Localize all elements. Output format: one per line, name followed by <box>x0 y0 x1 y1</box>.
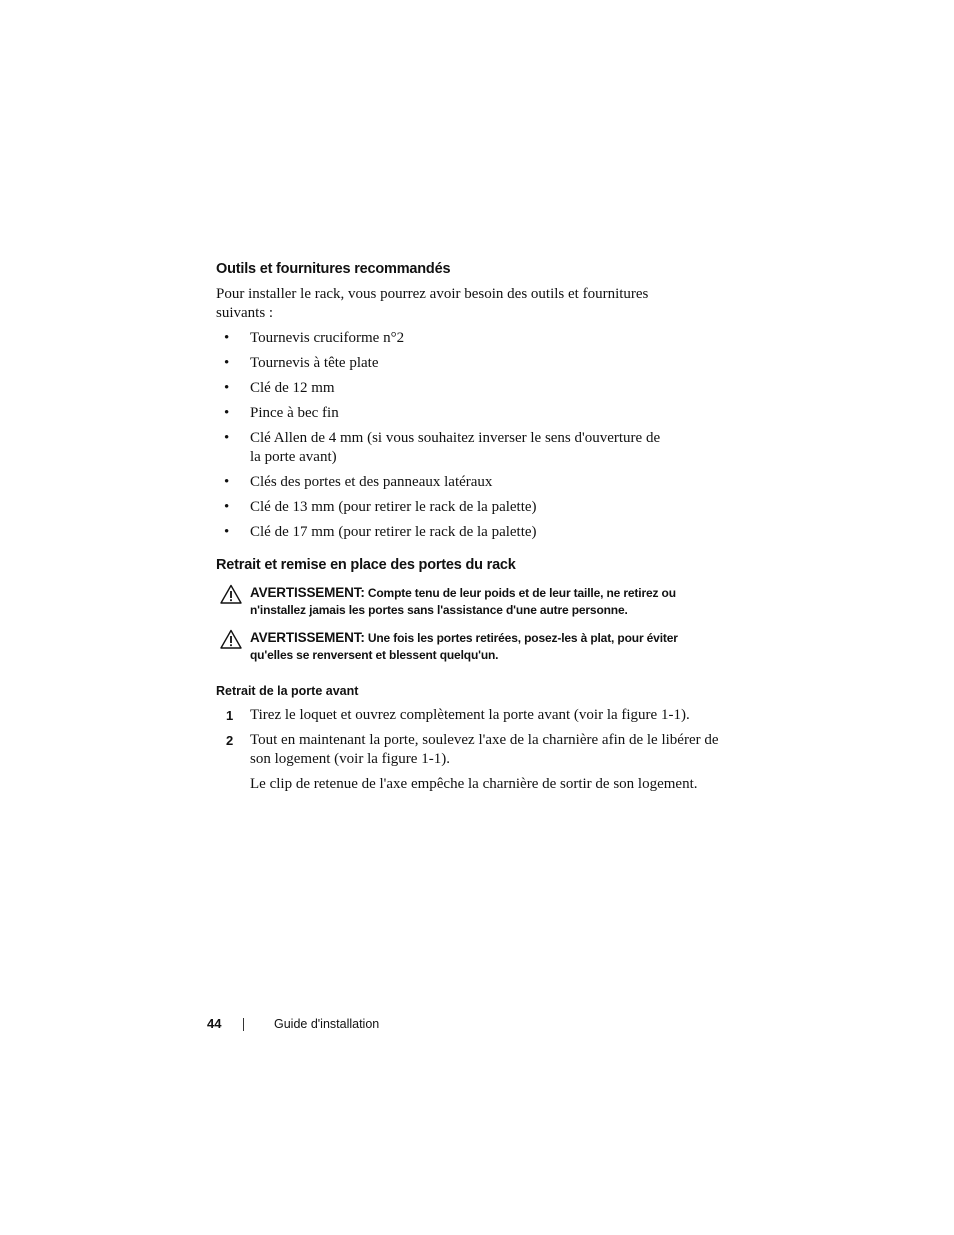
list-item: • Clé de 13 mm (pour retirer le rack de la palette) <box>224 499 537 515</box>
bullet-glyph: • <box>224 355 230 371</box>
bullet-glyph: • <box>224 380 230 396</box>
page-footer <box>207 1015 379 1033</box>
step-text: Tirez le loquet et ouvrez complètement la porte avant (voir la figure 1-1). <box>250 707 690 723</box>
step-note: Le clip de retenue de l'axe empêche la charnière de sortir de son logement. <box>250 776 698 792</box>
step-item <box>216 731 720 769</box>
warning-text: Une fois les portes retirées, posez-les à plat, pour éviter qu'elles se renversent et blessent quelqu'un. <box>250 631 678 662</box>
step-item <box>216 706 736 725</box>
list-item: • Pince à bec fin <box>224 405 339 421</box>
bullet-glyph: • <box>224 430 230 446</box>
step-text: Tout en maintenant la porte, soulevez l'axe de la charnière afin de le libérer de son logement (voir la figure 1-1). <box>250 732 719 767</box>
warning-text: Compte tenu de leur poids et de leur taille, ne retirez ou n'installez jamais les portes sans l'assistance d'une autre personne. <box>250 586 676 617</box>
bullet-glyph: • <box>224 405 230 421</box>
warning-label: AVERTISSEMENT: <box>250 585 365 600</box>
list-item: • Clé de 12 mm <box>224 380 335 396</box>
subheading-front-door: Retrait de la porte avant <box>216 684 359 698</box>
bullet-glyph: • <box>224 499 230 515</box>
step-number: 1 <box>226 708 234 723</box>
footer-title: Guide d'installation <box>274 1017 380 1031</box>
list-item: • Clé de 17 mm (pour retirer le rack de la palette) <box>224 524 537 540</box>
bullet-glyph: • <box>224 524 230 540</box>
warning-triangle-icon <box>220 584 242 604</box>
section-heading-tools: Outils et fournitures recommandés <box>216 261 451 277</box>
footer-separator <box>243 1018 244 1031</box>
step-number: 2 <box>226 733 234 748</box>
tools-intro: Pour installer le rack, vous pourrez avoir besoin des outils et fournitures suivants : <box>216 286 649 321</box>
list-item: • Tournevis cruciforme n°2 <box>224 330 405 346</box>
list-item: • Clé Allen de 4 mm (si vous souhaitez inverser le sens d'ouverture de la porte avant) <box>224 430 661 465</box>
bullet-glyph: • <box>224 474 230 490</box>
warning-note <box>216 584 690 619</box>
section-heading-doors: Retrait et remise en place des portes du rack <box>216 557 516 573</box>
steps-list <box>216 706 736 769</box>
page-number: 44 <box>207 1016 222 1031</box>
warning-triangle-icon <box>220 629 242 649</box>
bullet-glyph: • <box>224 330 230 346</box>
tools-list <box>216 329 736 542</box>
list-item: • Clés des portes et des panneaux latéraux <box>224 474 493 490</box>
warning-note <box>216 629 690 664</box>
page-content <box>216 258 736 794</box>
warning-label: AVERTISSEMENT: <box>250 630 365 645</box>
list-item: • Tournevis à tête plate <box>224 355 379 371</box>
